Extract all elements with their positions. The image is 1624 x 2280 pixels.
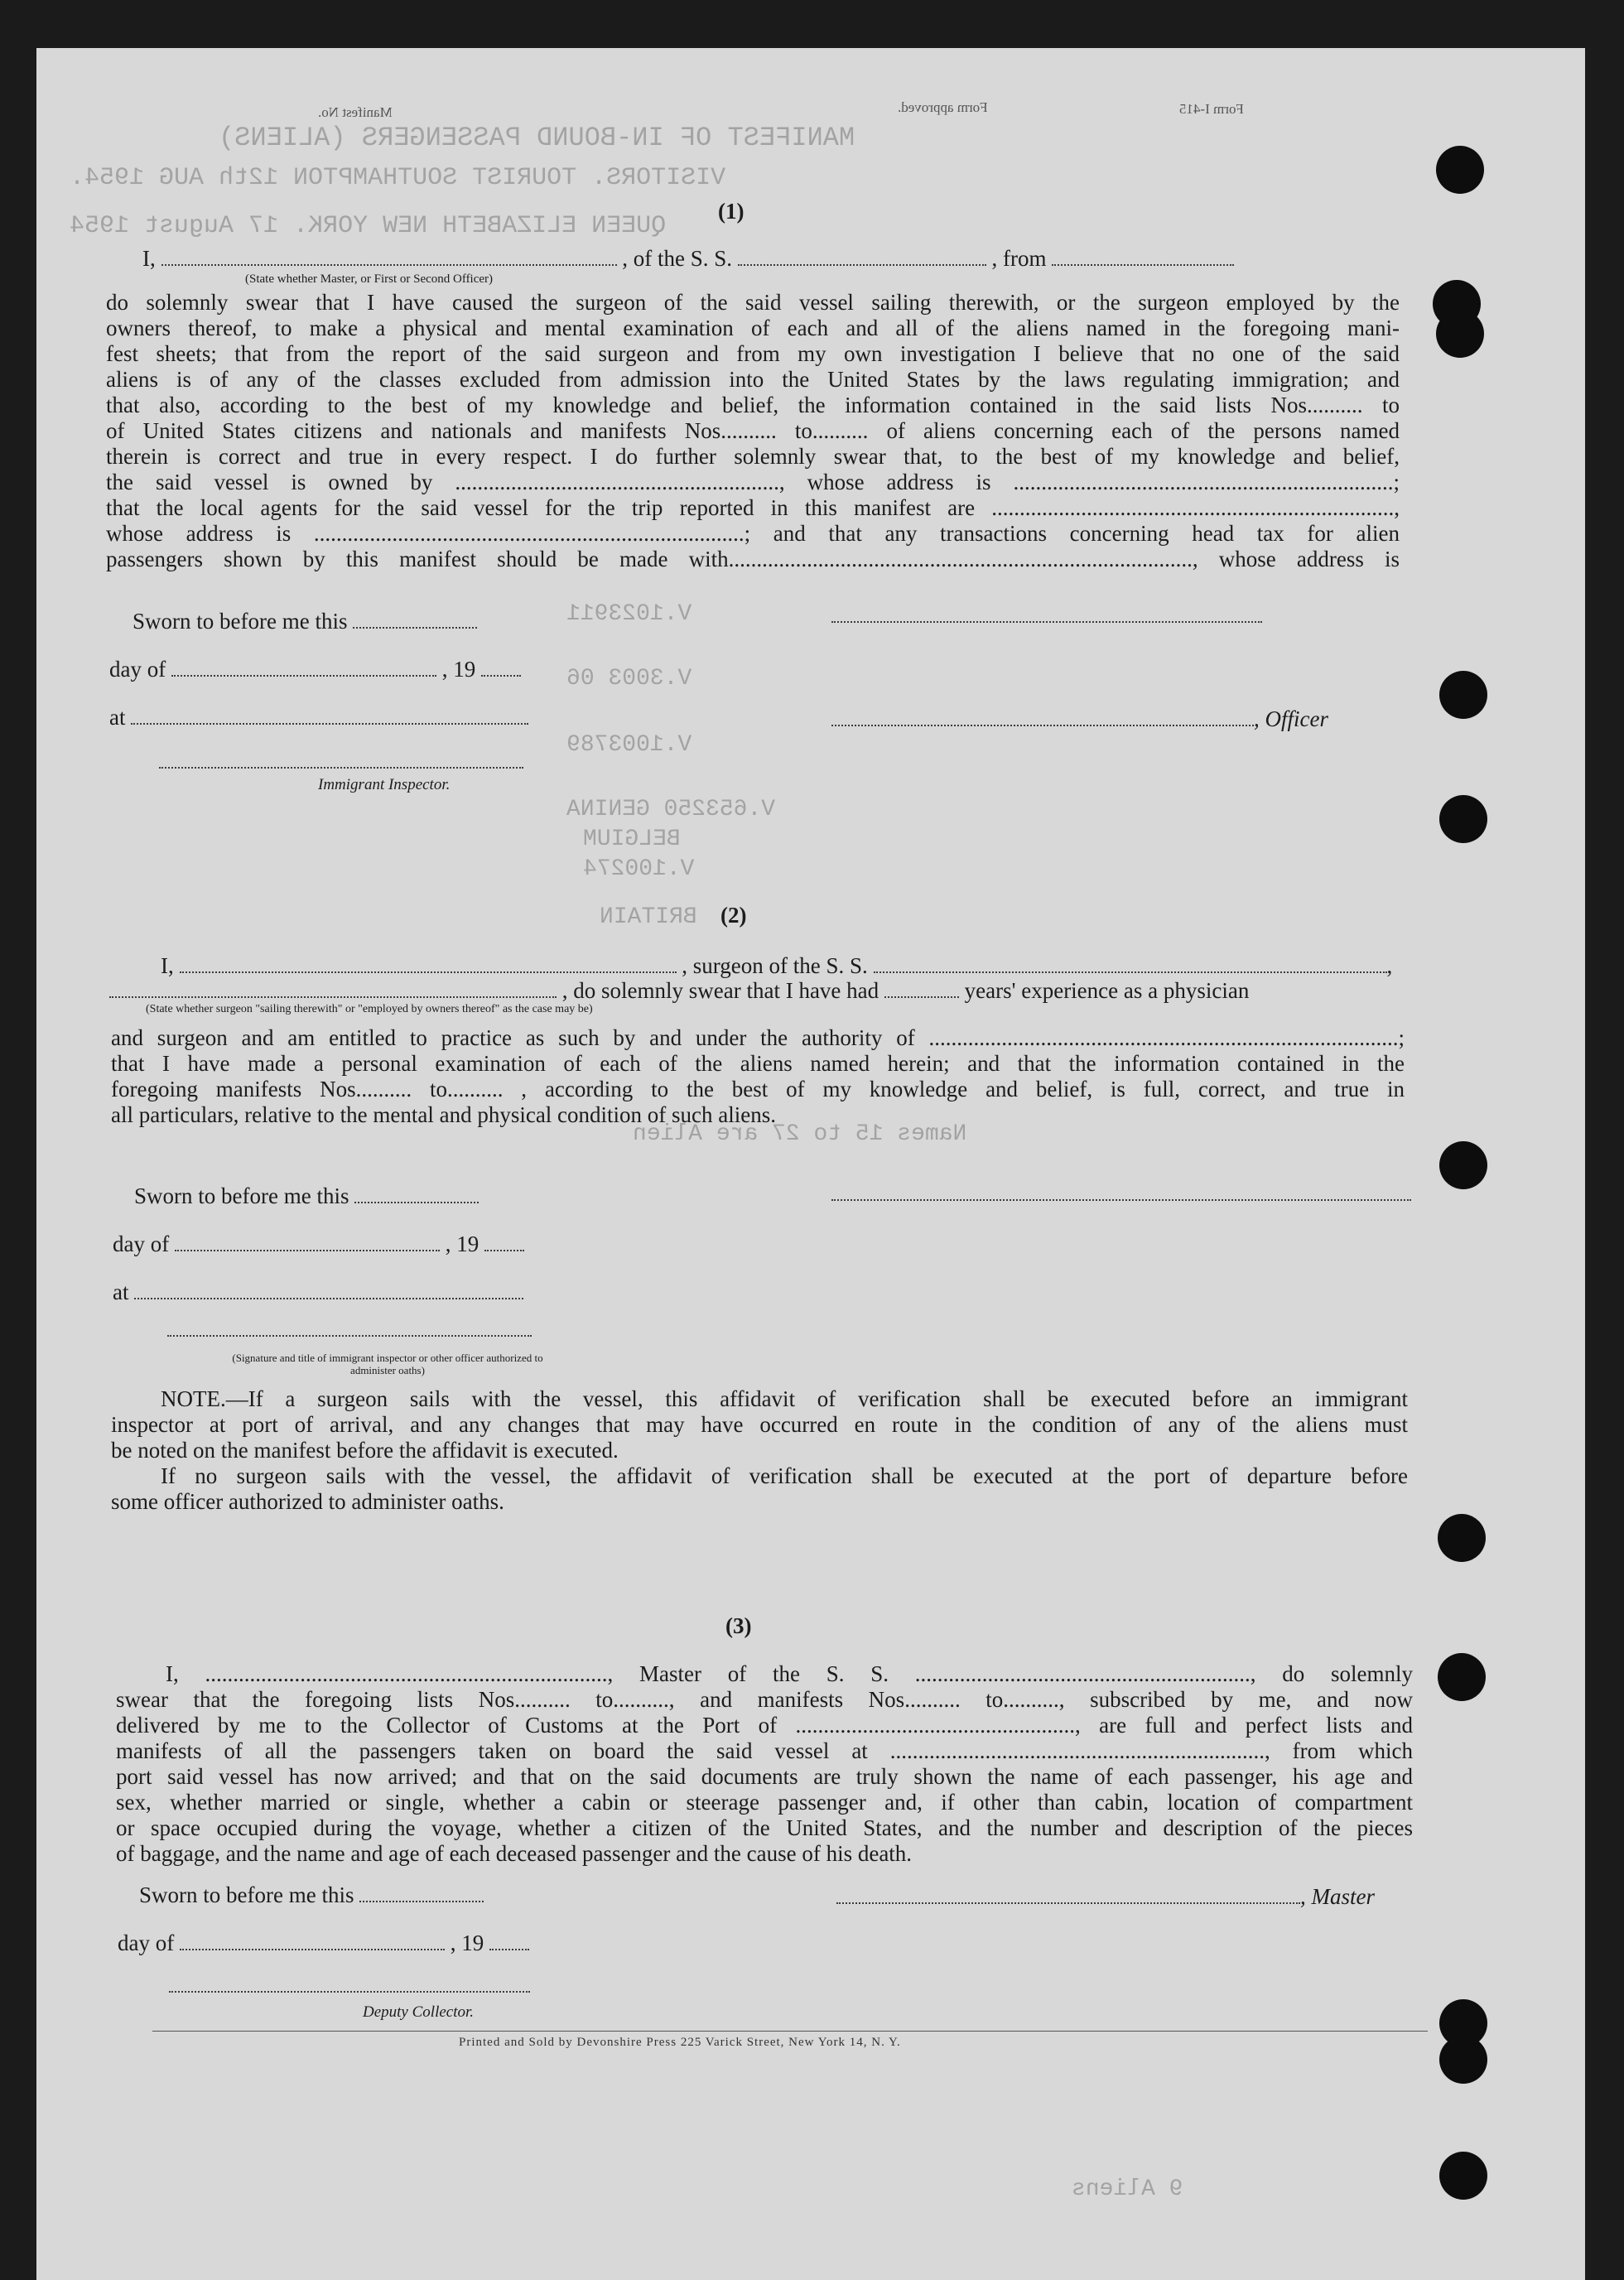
deputy-collector-label: Deputy Collector.	[363, 2003, 475, 2021]
body-line: that also, according to the best of my knowledge and belief, the information contained in the said lists Nos.......... to	[106, 393, 1400, 417]
body-line: sex, whether married or single, whether a cabin or steerage passenger and, if other than cabin, location of compartment	[116, 1790, 1413, 1815]
form-number: Form I-415	[1179, 101, 1244, 117]
punch-hole	[1438, 1653, 1486, 1701]
day-of-label: day of	[118, 1931, 175, 1955]
body-line: of United States citizens and nationals and manifests Nos.......... to.......... of aliens concerning each of the persons named	[106, 418, 1400, 443]
body-line: swear that the foregoing lists Nos.......... to.........., and manifests Nos.......... to.........., subscribed by me, and now	[116, 1687, 1413, 1712]
bleed-through-text: MANIFEST OF IN-BOUND PASSENGERS (ALIENS)	[219, 123, 855, 153]
printer-credit: Printed and Sold by Devonshire Press 225 Varick Street, New York 14, N. Y.	[459, 2036, 901, 2049]
section-1-sworn	[133, 608, 477, 634]
surgeon-role-field[interactable]	[109, 978, 557, 998]
sworn-label: Sworn to before me this	[133, 609, 348, 634]
bleed-through-text: BRITAIN	[600, 904, 697, 930]
body-line: passengers shown by this manifest should be made with..................................................................................., whose address is	[106, 547, 1400, 571]
section-2-hint: (State whether surgeon "sailing therewith" or "employed by owners thereof" as the case may be)	[146, 1003, 593, 1015]
section-1-number: (1)	[718, 199, 745, 224]
master-label: , Master	[1300, 1884, 1375, 1909]
section-3-number: (3)	[725, 1613, 752, 1638]
surgeon-ship-field[interactable]	[874, 953, 1387, 973]
footer-rule	[152, 2031, 1428, 2032]
immigrant-inspector-label: Immigrant Inspector.	[318, 776, 451, 793]
section-3-master	[836, 1883, 1375, 1910]
section-1-ss-label: , of the S. S.	[622, 246, 733, 271]
sworn-day-field[interactable]	[354, 1183, 479, 1203]
note-line: inspector at port of arrival, and any changes that may have occurred en route in the condition of any of the aliens must	[111, 1412, 1408, 1437]
master-signature-field[interactable]	[836, 1884, 1300, 1904]
section-3-day-of	[118, 1930, 529, 1956]
day-of-field[interactable]	[175, 1232, 440, 1251]
bleed-through-text: V.3003 06	[566, 666, 692, 692]
body-line: manifests of all the passengers taken on board the said vessel at ..................................................................., from which	[116, 1738, 1413, 1763]
bleed-through-text: 9 Aliens	[1072, 2176, 1183, 2202]
punch-hole	[1439, 1141, 1487, 1189]
body-line: aliens is of any of the classes excluded from admission into the United States by the laws regulating immigration; and	[106, 367, 1400, 392]
officer-name-field[interactable]	[161, 246, 617, 266]
form-sheet	[36, 48, 1585, 2280]
section-3-body	[116, 1661, 1413, 1867]
manifest-number: Manifest No.	[318, 104, 393, 120]
section-2-line1: I, , surgeon of the S. S. ,	[161, 953, 1393, 978]
body-line: or space occupied during the voyage, whether a citizen of the United States, and the number and description of the pieces	[116, 1815, 1413, 1840]
body-line: owners thereof, to make a physical and mental examination of each and all of the aliens named in the foregoing mani-	[106, 316, 1400, 340]
section-1-body	[106, 290, 1400, 572]
punch-hole	[1438, 1514, 1486, 1562]
sworn-day-field[interactable]	[353, 609, 477, 629]
bleed-through-text: V.1023911	[566, 601, 692, 627]
bleed-through-text: Names 15 to 27 are Alien	[633, 1121, 967, 1147]
officer-title-field[interactable]	[831, 706, 1254, 726]
officer-signature-line[interactable]	[831, 621, 1262, 623]
punch-hole	[1439, 795, 1487, 843]
section-2-at	[113, 1279, 523, 1305]
body-line: that the local agents for the said vessel for the trip reported in this manifest are ........................................................................,	[106, 495, 1400, 520]
day-of-field[interactable]	[180, 1931, 445, 1950]
day-of-label: day of	[113, 1232, 170, 1256]
punch-hole	[1439, 2152, 1487, 2200]
year-label: , 19	[441, 657, 476, 682]
surgeon-signature-line[interactable]	[831, 1199, 1411, 1201]
punch-hole	[1439, 2036, 1487, 2084]
day-of-field[interactable]	[171, 657, 436, 677]
section-2-day-of	[113, 1231, 524, 1257]
body-line: I, ........................................................................, Master of the S. S. ............................................................, do solemnly	[166, 1661, 1413, 1686]
punch-hole	[1436, 146, 1484, 194]
note-line: If no surgeon sails with the vessel, the affidavit of verification shall be executed at the port of departure before	[161, 1463, 1408, 1488]
bleed-through-text: VISITORS. TOURIST SOUTHAMPTON 12th AUG 1954.	[70, 164, 726, 192]
section-1-I: I,	[142, 246, 156, 271]
body-line: fest sheets; that from the report of the said surgeon and from my own investigation I believe that no one of the said	[106, 341, 1400, 366]
section-2-sworn	[134, 1183, 479, 1209]
body-line: of baggage, and the name and age of each deceased passenger and the cause of his death.	[116, 1841, 913, 1866]
section-1-day-of	[109, 656, 521, 682]
section-2-sig-hint: (Signature and title of immigrant inspector or other officer authorized to administer oaths)	[232, 1352, 543, 1376]
punch-hole	[1439, 671, 1487, 719]
year-label: , 19	[450, 1931, 484, 1955]
at-field[interactable]	[134, 1280, 523, 1299]
inspector-signature-line[interactable]	[159, 767, 523, 769]
administering-officer-line[interactable]	[167, 1335, 532, 1337]
body-line: do solemnly swear that I have caused the surgeon of the said vessel sailing therewith, or the surgeon employed by the	[106, 290, 1400, 315]
body-line: that I have made a personal examination of each of the aliens named herein; and that the information contained in the	[111, 1051, 1405, 1076]
body-line: and surgeon and am entitled to practice as such by and under the authority of ....................................................................................;	[111, 1025, 1405, 1050]
form-approved: Form approved.	[898, 99, 988, 115]
body-line: foregoing manifests Nos.......... to.......... , according to the best of my knowledge and belief, is full, correct, and true in	[111, 1077, 1405, 1101]
officer-label: , Officer	[1254, 706, 1328, 731]
note-line: NOTE.—If a surgeon sails with the vessel, this affidavit of verification shall be executed before an immigrant	[161, 1386, 1408, 1411]
section-3-sworn	[139, 1882, 484, 1908]
bleed-through-text: V.100274	[583, 856, 695, 882]
bleed-through-text: BELGIUM	[583, 827, 681, 852]
section-2-I: I,	[161, 953, 174, 978]
body-line: port said vessel has now arrived; and that on the said documents are truly shown the name of each passenger, his age and	[116, 1764, 1413, 1789]
years-label: years' experience as a physician	[964, 978, 1250, 1003]
bleed-through-text: QUEEN ELIZABETH NEW YORK. 17 August 1954	[70, 212, 667, 240]
deputy-collector-signature-line[interactable]	[169, 1991, 530, 1993]
note-line: be noted on the manifest before the affidavit is executed.	[111, 1438, 619, 1463]
section-1-at	[109, 704, 528, 730]
years-field[interactable]	[884, 978, 959, 998]
section-1-officer	[831, 706, 1328, 732]
from-port-field[interactable]	[1052, 246, 1234, 266]
sworn-day-field[interactable]	[359, 1882, 484, 1902]
body-line: the said vessel is owned by .........................................................., whose address is ....................................................................;	[106, 470, 1400, 494]
at-label: at	[113, 1280, 129, 1304]
year-field[interactable]	[484, 1232, 524, 1251]
punch-hole	[1436, 310, 1484, 358]
surgeon-name-field[interactable]	[180, 953, 677, 973]
bleed-through-text: V.1003789	[566, 732, 692, 758]
body-line: whose address is .............................................................................; and that any transactions concerning head tax for alien	[106, 521, 1400, 546]
sworn-label: Sworn to before me this	[134, 1183, 349, 1208]
body-line: therein is correct and true in every respect. I do further solemnly swear that, to the best of my knowledge and belief,	[106, 444, 1400, 469]
section-2-line2	[109, 977, 1249, 1004]
body-line: all particulars, relative to the mental and physical condition of such aliens.	[111, 1102, 776, 1127]
bleed-through-text: V.653250 GENINA	[566, 797, 776, 822]
section-1-line-I	[142, 245, 1234, 272]
year-label: , 19	[445, 1232, 479, 1256]
section-2-number: (2)	[720, 903, 747, 928]
note-line: some officer authorized to administer oaths.	[111, 1489, 504, 1514]
at-label: at	[109, 705, 126, 730]
solemnly-label: , do solemnly swear that I have had	[561, 978, 879, 1003]
section-1-hint: (State whether Master, or First or Second Officer)	[245, 272, 494, 286]
section-2-body	[111, 1025, 1405, 1128]
year-field[interactable]	[481, 657, 521, 677]
section-1-from-label: , from	[991, 246, 1047, 271]
at-field[interactable]	[131, 705, 528, 725]
body-line: delivered by me to the Collector of Customs at the Port of .................................................., are full and perfect lists and	[116, 1713, 1413, 1738]
year-field[interactable]	[489, 1931, 529, 1950]
sworn-label: Sworn to before me this	[139, 1882, 354, 1907]
surgeon-of-label: , surgeon of the S. S.	[682, 953, 868, 978]
section-2-note	[111, 1386, 1408, 1515]
day-of-label: day of	[109, 657, 166, 682]
ship-name-field[interactable]	[738, 246, 986, 266]
